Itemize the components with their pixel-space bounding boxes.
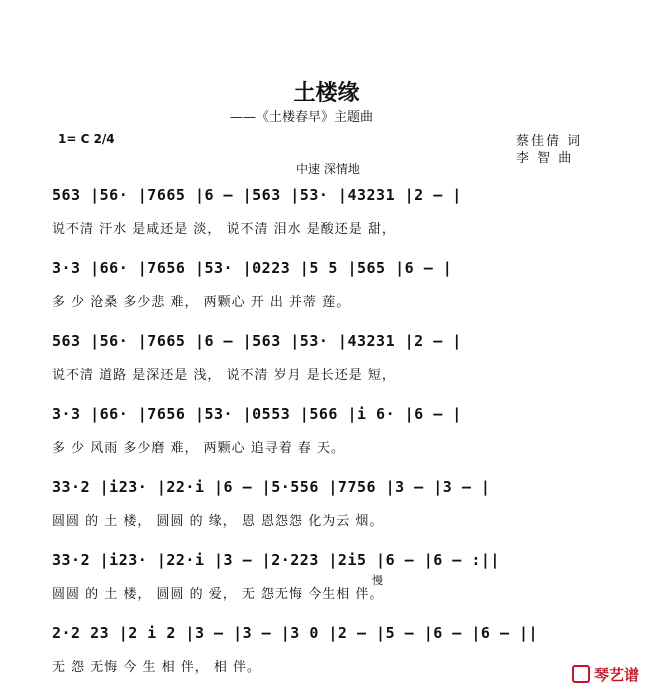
lyrics-row: 多 少 风雨 多少磨 难， 两颗心 追寻着 春 天。	[52, 441, 346, 456]
notation-row: 3·3 |66· |7656 |53· |0223 |5 5 |565 |6 – |	[52, 259, 453, 277]
notation-row: 563 |56· |7665 |6 – |563 |53· |43231 |2 – |	[52, 332, 462, 350]
key-signature: 1= C 2/4	[58, 132, 115, 146]
lyrics-row: 圆圆 的 土 楼， 圆圆 的 缘， 恩 恩怨怨 化为云 烟。	[52, 514, 384, 529]
notation-row: 563 |56· |7665 |6 – |563 |53· |43231 |2 – |	[52, 186, 462, 204]
staff-line	[52, 186, 612, 259]
lyrics-row: 多 少 沧桑 多少悲 难， 两颗心 开 出 并蒂 莲。	[52, 295, 351, 310]
notation-row: 3·3 |66· |7656 |53· |0553 |566 |i 6· |6 – |	[52, 405, 462, 423]
staff-line	[52, 478, 612, 551]
lyrics-row: 说不清 汗水 是咸还是 淡， 说不清 泪水 是酸还是 甜，	[52, 222, 396, 237]
score-body	[52, 186, 612, 697]
staff-line	[52, 259, 612, 332]
lyrics-row: 圆圆 的 土 楼， 圆圆 的 爱， 无 怨无悔 今生相 伴。	[52, 587, 384, 602]
lyrics-row: 说不清 道路 是深还是 浅， 说不清 岁月 是长还是 短，	[52, 368, 396, 383]
notation-row: 33·2 |i23· |22·i |3 – |2·223 |2i5 |6 – |6 – :||	[52, 551, 500, 569]
notation-row: 33·2 |i23· |22·i |6 – |5·556 |7756 |3 – |3 – |	[52, 478, 491, 496]
watermark-logo-icon	[572, 665, 590, 683]
lyrics-row: 无 怨 无悔 今 生 相 伴， 相 伴。	[52, 660, 262, 675]
performance-mark: 慢	[372, 574, 383, 587]
song-subtitle: ——《土楼春早》主题曲	[230, 110, 374, 125]
site-watermark	[572, 664, 639, 685]
staff-line	[52, 332, 612, 405]
tempo-marking: 中速 深情地	[296, 162, 360, 176]
composer-credit: 李 智 曲	[516, 151, 574, 166]
notation-row: 2·2 23 |2 i 2 |3 – |3 – |3 0 |2 – |5 – |6 – |6 – ||	[52, 624, 539, 642]
staff-line	[52, 551, 612, 624]
staff-line	[52, 624, 612, 697]
staff-line	[52, 405, 612, 478]
watermark-text: 琴艺谱	[593, 666, 639, 684]
lyricist-credit: 蔡佳倩 词	[516, 134, 583, 149]
song-title: 土楼缘	[293, 80, 360, 106]
